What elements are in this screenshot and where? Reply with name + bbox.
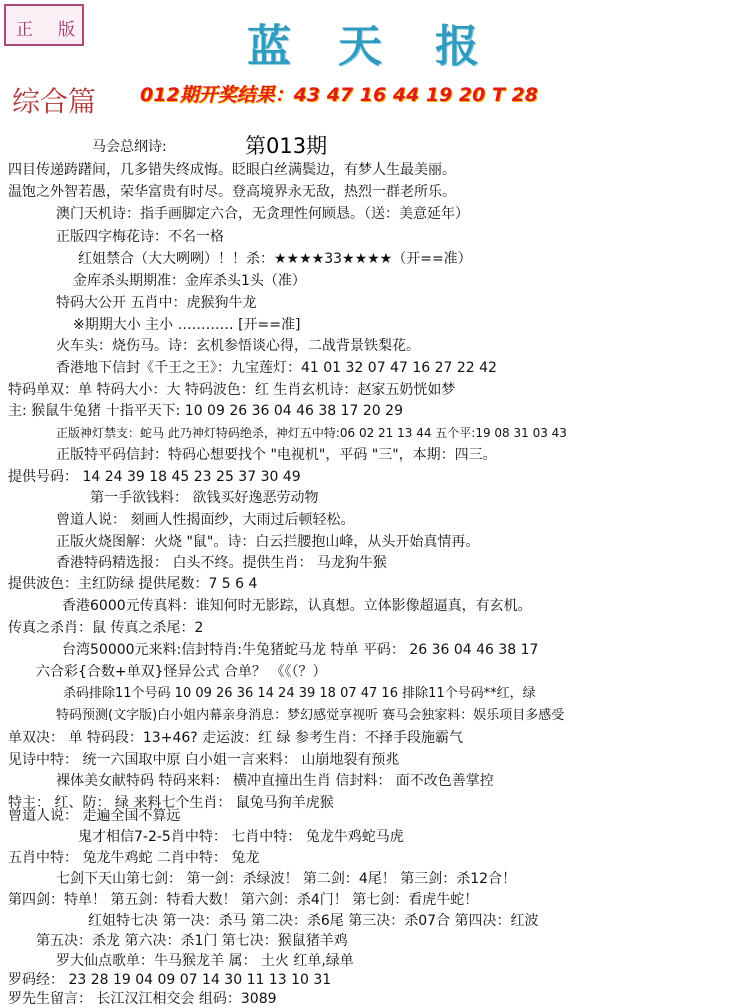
line-seven-swords-1: 七剑下天山第七剑： 第一剑：杀绿波！ 第二剑：4尾！ 第三剑：杀12合！	[56, 871, 517, 887]
line-single-double: 单双决： 单 特码段：13+46? 走运波：红 绿 参考生肖：不择手段施霸气	[8, 730, 464, 746]
line-red-sister-seven-2: 第五决：杀龙 第六决：杀1门 第七决：猴鼠猪羊鸡	[36, 933, 348, 949]
line-hk-envelope: 香港地下信封《千王之王》：九宝莲灯：41 01 32 07 47 16 27 22 42	[56, 360, 497, 376]
line-special-five: 特码大公开 五肖中：虎猴狗牛龙	[56, 295, 257, 311]
masthead-char-3: 报	[435, 21, 479, 72]
line-luo-song: 罗大仙点歌单：牛马猴龙羊 属： 土火 红单,绿单	[56, 953, 354, 969]
stamp-char-right: 版	[58, 20, 75, 40]
line-poem-special: 见诗中特： 统一六国取中原 白小姐一言来料： 山崩地裂有预兆	[8, 752, 400, 768]
line-first-hand: 第一手欲钱料： 欲钱买好逸恶劳动物	[90, 490, 319, 506]
line-prediction-text: 特码预测(文字版)白小姐内幕亲身消息：梦幻感觉享视听 赛马会独家料：娱乐项目多感受	[56, 708, 565, 723]
line-formula: 六合彩{合数+单双}怪异公式 合单？ 《《（？）	[36, 664, 327, 680]
line-flat-envelope: 正版特平码信封：特码心想要找个 "电视机"，平码 "三"，本期：四三。	[56, 447, 497, 463]
line-plum-poem: 正版四字梅花诗：不名一格	[56, 229, 224, 245]
line-hk-fax: 香港6000元传真料：谁知何时无影踪，认真想。立体影像超逼真，有玄机。	[62, 598, 532, 614]
line-macau-poem-label: 马会总纲诗:	[92, 139, 167, 155]
genuine-edition-stamp	[4, 4, 84, 46]
masthead-char-2: 天	[338, 21, 382, 72]
issue-number: 第013期	[245, 134, 328, 158]
line-luo-code: 罗码经： 23 28 19 04 09 07 14 30 11 13 10 31	[8, 972, 332, 988]
line-size-main: ※期期大小 主小 ………… [开==准]	[73, 317, 301, 333]
line-provided-numbers: 提供号码： 14 24 39 18 45 23 25 37 30 49	[8, 469, 301, 485]
line-ten-fingers: 主: 猴鼠牛兔猪 十指平天下: 10 09 26 36 04 46 38 17 20 29	[8, 403, 403, 419]
line-special-main: 特主： 红、防： 绿 来料七个生肖： 鼠兔马狗羊虎猴	[8, 795, 334, 811]
line-nude-beauty: 裸体美女献特码 特码来料： 横冲直撞出生肖 信封料： 面不改色善掌控	[56, 773, 494, 789]
line-poem-2: 温饱之外智若愚，荣华富贵有时尽。登高境界永无敌，热烈一群老所乐。	[8, 184, 456, 200]
line-exclude-numbers: 杀码排除11个号码 10 09 26 36 14 24 39 18 07 47 16 排除11个号码**红，绿	[63, 686, 536, 701]
line-train-head: 火车头：烧伤马。诗：玄机参悟谈心得，二战背景铁梨花。	[56, 338, 420, 354]
line-wave-tail: 提供波色：主红防绿 提供尾数：7 5 6 4	[8, 576, 258, 592]
line-macau-oracle: 澳门天机诗：指手画脚定六合，无贪理性何顾恳。（送：美意延年）	[56, 206, 469, 222]
line-red-sister-seven: 红姐特七决 第一决：杀马 第二决：杀6尾 第三决：杀07合 第四决：红波	[88, 913, 539, 929]
masthead-char-1: 蓝	[247, 21, 291, 72]
line-magic-lamp: 正版神灯禁支：蛇马 此乃神灯特码绝杀，神灯五中特:06 02 21 13 44 五个平:19 08 31 03 43	[56, 426, 567, 440]
section-category: 综合篇	[12, 85, 97, 118]
line-fire-chart: 正版火烧图解：火烧 "鼠"。诗：白云拦腰抱山峰，从头开始真情再。	[56, 534, 480, 550]
line-zeng-said: 曾道人说： 刻画人性揭面纱，大雨过后顿轻松。	[56, 512, 355, 528]
line-luo-message: 罗先生留言： 长江汉江相交会 组码：3089	[8, 991, 277, 1007]
line-red-sister-kill: 红姐禁合（大大咧咧）！！杀：★★★★33★★★★（开==准）	[78, 251, 472, 267]
line-ghost-believe: 鬼才相信7-2-5肖中特： 七肖中特： 兔龙牛鸡蛇马虎	[78, 829, 404, 845]
line-seven-swords-2: 第四剑：特单！ 第五剑：特看大数！ 第六剑：杀4门！ 第七剑：看虎牛蛇！	[8, 892, 479, 908]
draw-result-banner: 012期开奖结果：43 47 16 44 19 20 T 28	[140, 84, 539, 106]
line-fax-kill: 传真之杀肖：鼠 传真之杀尾：2	[8, 620, 204, 636]
line-zeng-said-2: 曾道人说： 走遍全国不算远	[8, 808, 181, 824]
line-taiwan: 台湾50000元来料:信封特肖:牛兔猪蛇马龙 特单 平码： 26 36 04 46 38 17	[62, 642, 539, 658]
line-five-two: 五肖中特： 兔龙牛鸡蛇 二肖中特： 兔龙	[8, 850, 260, 866]
line-odd-even: 特码单双：单 特码大小：大 特码波色：红 生肖玄机诗：赵家五奶恍如梦	[8, 382, 456, 398]
line-hk-selection: 香港特码精选报： 白头不终。提供生肖： 马龙狗牛猴	[56, 555, 387, 571]
line-poem-1: 四目传递踌躇间，几多错失终成悔。眨眼白丝满鬓边，有梦人生最美丽。	[8, 162, 456, 178]
stamp-char-left: 正	[16, 20, 33, 40]
line-treasury-kill: 金库杀头期期准：金库杀头1头（准）	[73, 273, 306, 289]
